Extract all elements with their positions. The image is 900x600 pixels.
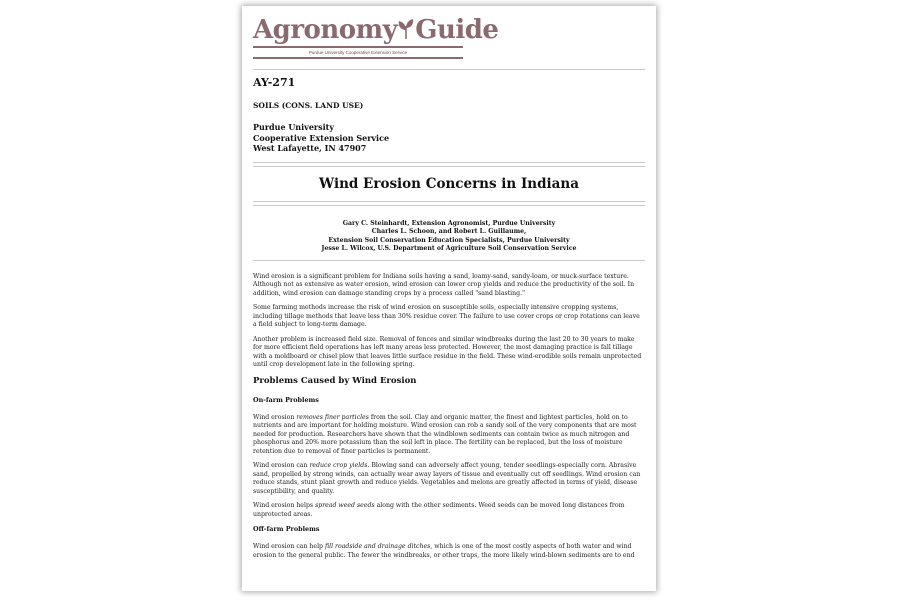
text-run: Wind erosion can help bbox=[253, 543, 325, 550]
author-line: Extension Soil Conservation Education Specialists, Purdue University bbox=[328, 236, 570, 244]
text-run: from the soil. Clay and organic matter, the finest and lightest particles, hold on to nutrients and are important for holding moisture. Wind erosion can rob a sandy soil of the very components that are most needed for production. Researchers have shown that the windblown sediments can contain twice as much nitrogen and phosphorus and 20% more potassium than the soil left in place. The fertility can be replaced, but the loss of moisture retention due to removal of finer particles is permanent. bbox=[253, 413, 637, 455]
divider bbox=[253, 69, 645, 70]
text-run: Wind erosion can bbox=[253, 462, 310, 469]
plant-leaf-icon bbox=[398, 18, 414, 40]
logo-word-agronomy: Agronomy bbox=[253, 15, 398, 45]
author-line: Jesse L. Wilcox, U.S. Department of Agriculture Soil Conservation Service bbox=[321, 245, 577, 252]
paragraph: Another problem is increased field size. Removal of fences and similar windbreaks during the last 20 to 30 years to make for more efficient field operations has left many areas less protected. However, the most damaging practice is fall tillage with a moldboard or chisel plow that leaves little surface residue in the field. These wind-erodible soils remain unprotected until crop development late in the following spring. bbox=[253, 335, 642, 368]
publisher-line: Cooperative Extension Service bbox=[253, 132, 390, 143]
document-content bbox=[253, 15, 645, 566]
author-line: Gary C. Steinhardt, Extension Agronomist, Purdue University bbox=[342, 219, 556, 227]
article-body bbox=[253, 273, 645, 561]
paragraph bbox=[253, 502, 645, 519]
emphasis: reduce crop yields bbox=[309, 462, 368, 469]
text-run: Wind erosion helps bbox=[253, 502, 316, 509]
publisher-line: West Lafayette, IN 47907 bbox=[253, 143, 367, 153]
document-title: Wind Erosion Concerns in Indiana bbox=[319, 175, 579, 192]
publisher-line: Purdue University bbox=[253, 122, 335, 132]
author-line: Charles L. Schoon, and Robert L. Guillaume, bbox=[371, 228, 527, 235]
author-block bbox=[253, 220, 645, 254]
divider bbox=[253, 201, 645, 202]
divider bbox=[253, 166, 645, 167]
document-page bbox=[242, 6, 656, 591]
emphasis: fill roadside and drainage ditches bbox=[324, 543, 431, 550]
logo-word-guide: Guide bbox=[415, 15, 499, 45]
logo-wordmark bbox=[253, 15, 498, 45]
paragraph bbox=[253, 543, 645, 560]
paragraph: Wind erosion is a significant problem for Indiana soils having a sand, loamy-sand, sandy-loam, or muck-surface texture. Although not as extensive as water erosion, wind erosion can lower crop yields and reduce the productivity of the soil. In addition, wind erosion can damage standing crops by a process called "sand blasting." bbox=[253, 272, 635, 297]
paragraph: Some farming methods increase the risk of wind erosion on susceptible soils, especially intensive cropping systems, including tillage methods that leave less than 30% residue cover. The failure to use cover crops or crop rotations can leave a field subject to long-term damage. bbox=[253, 304, 640, 328]
divider bbox=[253, 260, 645, 261]
publication-category: SOILS (CONS. LAND USE) bbox=[253, 101, 364, 110]
subsection-heading: On-farm Problems bbox=[253, 395, 319, 404]
emphasis: removes finer particles bbox=[296, 413, 369, 421]
text-run: , which is one of the most costly aspects of both water and wind erosion to the general public. The fewer the windbreaks, or other traps, the more likely wind-blown sediments are to end bbox=[253, 543, 635, 559]
text-run: along with the other sediments. Weed seeds can be moved long distances from unprotected areas. bbox=[253, 502, 625, 518]
divider bbox=[253, 205, 645, 206]
publisher-block bbox=[253, 122, 645, 154]
text-run: Wind erosion bbox=[253, 413, 297, 421]
emphasis: spread weed seeds bbox=[315, 502, 375, 509]
text-run: . Blowing sand can adversely affect young, tender seedlings-especially corn. Abrasive sand, propelled by strong winds, can actually wear away layers of tissue and eventually cut off seedlings. Wind erosion can reduce stands, stunt plant growth and reduce yields. Vegetables and melons are greatly affected in terms of yield, disease susceptibility, and quality. bbox=[253, 462, 641, 495]
subsection-heading: Off-farm Problems bbox=[253, 525, 320, 533]
paragraph bbox=[253, 462, 645, 496]
publication-code: AY-271 bbox=[253, 76, 296, 89]
logo-rule-bottom bbox=[253, 57, 463, 59]
logo-subtitle: Purdue University Cooperative Extension Service bbox=[308, 50, 408, 55]
agronomy-guide-logo bbox=[253, 15, 499, 63]
logo-rule-top bbox=[253, 46, 463, 48]
section-heading: Problems Caused by Wind Erosion bbox=[253, 375, 417, 386]
divider bbox=[253, 162, 645, 163]
paragraph bbox=[253, 414, 645, 457]
